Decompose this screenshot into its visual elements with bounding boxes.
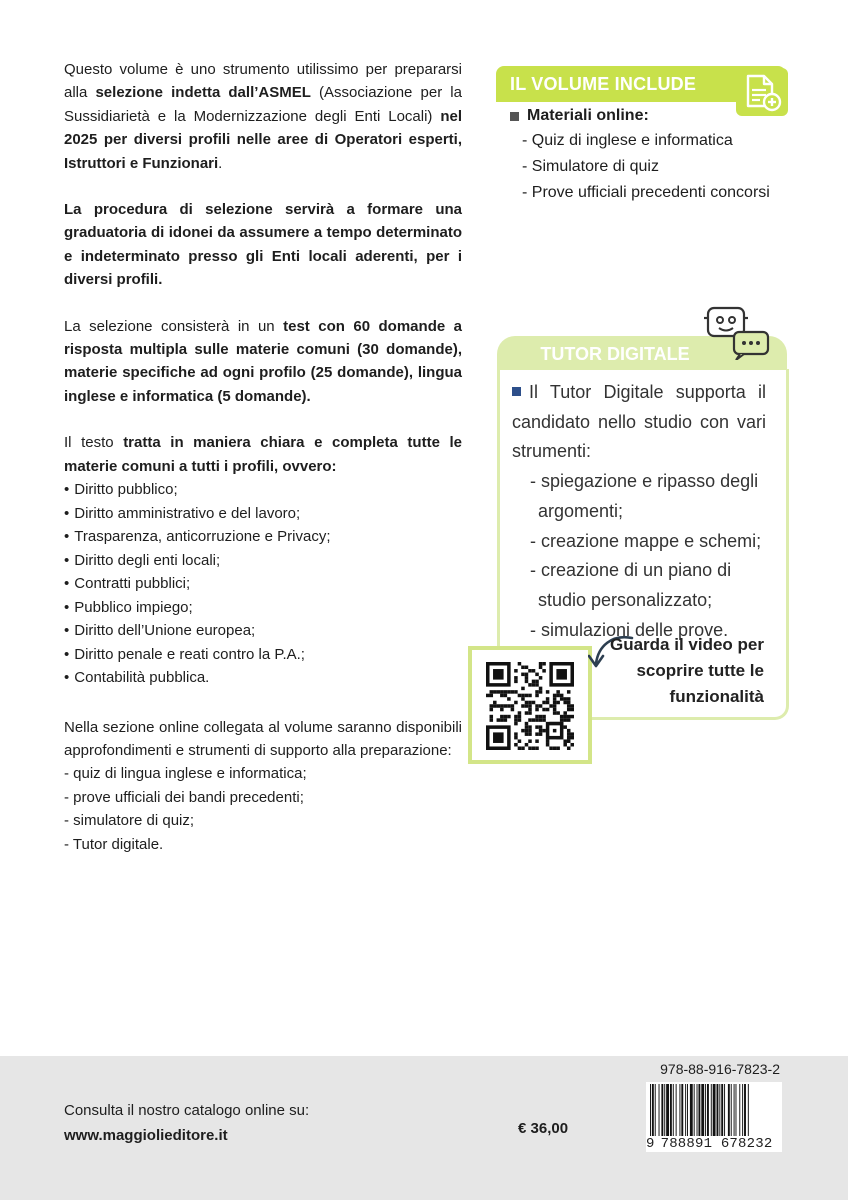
list-item: - creazione mappe e schemi; <box>530 530 762 551</box>
video-cta-text: Guarda il video per scoprire tutte le funzionalità <box>610 635 764 706</box>
list-item: - simulatore di quiz; <box>64 812 195 830</box>
list-item: - Tutor digitale. <box>64 835 164 853</box>
list-item: • Diritto amministrativo e del lavoro; <box>64 502 462 526</box>
online-section-paragraph: Nella sezione online collegata al volume saranno disponibili approfondimenti e strumenti di supporto alla preparazione: <box>64 718 462 759</box>
qr-code-icon[interactable] <box>486 662 574 750</box>
price-label: € 36,00 <box>518 1120 569 1137</box>
square-bullet-icon <box>512 387 521 396</box>
list-item: - creazione di un piano di studio personalizzato; <box>530 560 732 610</box>
test-paragraph: La selezione consisterà in un test con 60 domande a risposta multipla sulle materie comuni (30 domande), materie specifiche ad ogni profilo (25 domande), lingua inglese e informatica (5 domande). <box>64 317 463 405</box>
online-materials-heading: Materiali online: <box>510 104 780 128</box>
list-item: • Trasparenza, anticorruzione e Privacy; <box>64 525 462 549</box>
list-item: • Diritto degli enti locali; <box>64 549 462 573</box>
procedure-paragraph: La procedura di selezione servirà a formare una graduatoria di idonei da assumere a tempo determinato e indeterminato presso gli Enti locali aderenti, per i diversi profili. <box>64 201 462 289</box>
list-item: • Pubblico impiego; <box>64 596 462 620</box>
list-item: • Diritto penale e reati contro la P.A.; <box>64 643 462 667</box>
list-item: - spiegazione e ripasso degli argomenti; <box>530 471 759 521</box>
barcode-digits: 9 788891 678232 <box>646 1136 782 1152</box>
volume-include-title: IL VOLUME INCLUDE <box>510 74 697 94</box>
list-item: - Simulatore di quiz <box>522 158 659 175</box>
tutor-intro: Il Tutor Digitale supporta il candidato nello studio con vari strumenti: <box>512 382 766 462</box>
list-item: - simulazioni delle prove. <box>530 619 729 640</box>
robot-chat-icon <box>704 304 776 360</box>
online-materials-list <box>510 128 780 206</box>
intro-paragraph: Questo volume è uno strumento utilissimo per prepararsi alla selezione indetta dall’ASMEL (Associazione per la Sussidiarietà e la Modernizzazione degli Enti Locali) nel 2025 per diversi profili nelle aree di Operatori esperti, Istruttori e Funzionari. <box>64 61 462 172</box>
volume-include-body <box>510 104 780 206</box>
list-item: - Prove ufficiali precedenti concorsi <box>522 184 770 201</box>
list-item: - Quiz di inglese e informatica <box>522 132 733 149</box>
square-bullet-icon <box>510 112 519 121</box>
tutor-digitale-title: TUTOR DIGITALE <box>540 344 690 364</box>
barcode-icon <box>646 1082 782 1138</box>
isbn-number: 978-88-916-7823-2 <box>660 1061 780 1077</box>
website-link[interactable]: www.maggiolieditore.it <box>64 1127 228 1144</box>
tutor-digitale-text <box>512 378 766 645</box>
list-item: • Diritto dell’Unione europea; <box>64 619 462 643</box>
list-item: - prove ufficiali dei bandi precedenti; <box>64 788 304 806</box>
list-item: • Contabilità pubblica. <box>64 666 462 690</box>
subjects-list <box>64 478 462 690</box>
catalog-info <box>64 1098 309 1148</box>
tutor-features-list <box>512 467 766 645</box>
qr-code-frame[interactable] <box>468 646 592 764</box>
list-item: - quiz di lingua inglese e informatica; <box>64 765 307 783</box>
online-items-list <box>64 762 462 856</box>
list-item: • Contratti pubblici; <box>64 572 462 596</box>
description-column <box>64 58 462 856</box>
catalog-text: Consulta il nostro catalogo online su: <box>64 1102 310 1119</box>
subjects-intro-paragraph: Il testo tratta in maniera chiara e completa tutte le materie comuni a tutti i profili, ovvero: <box>64 434 462 475</box>
list-item: • Diritto pubblico; <box>64 478 462 502</box>
